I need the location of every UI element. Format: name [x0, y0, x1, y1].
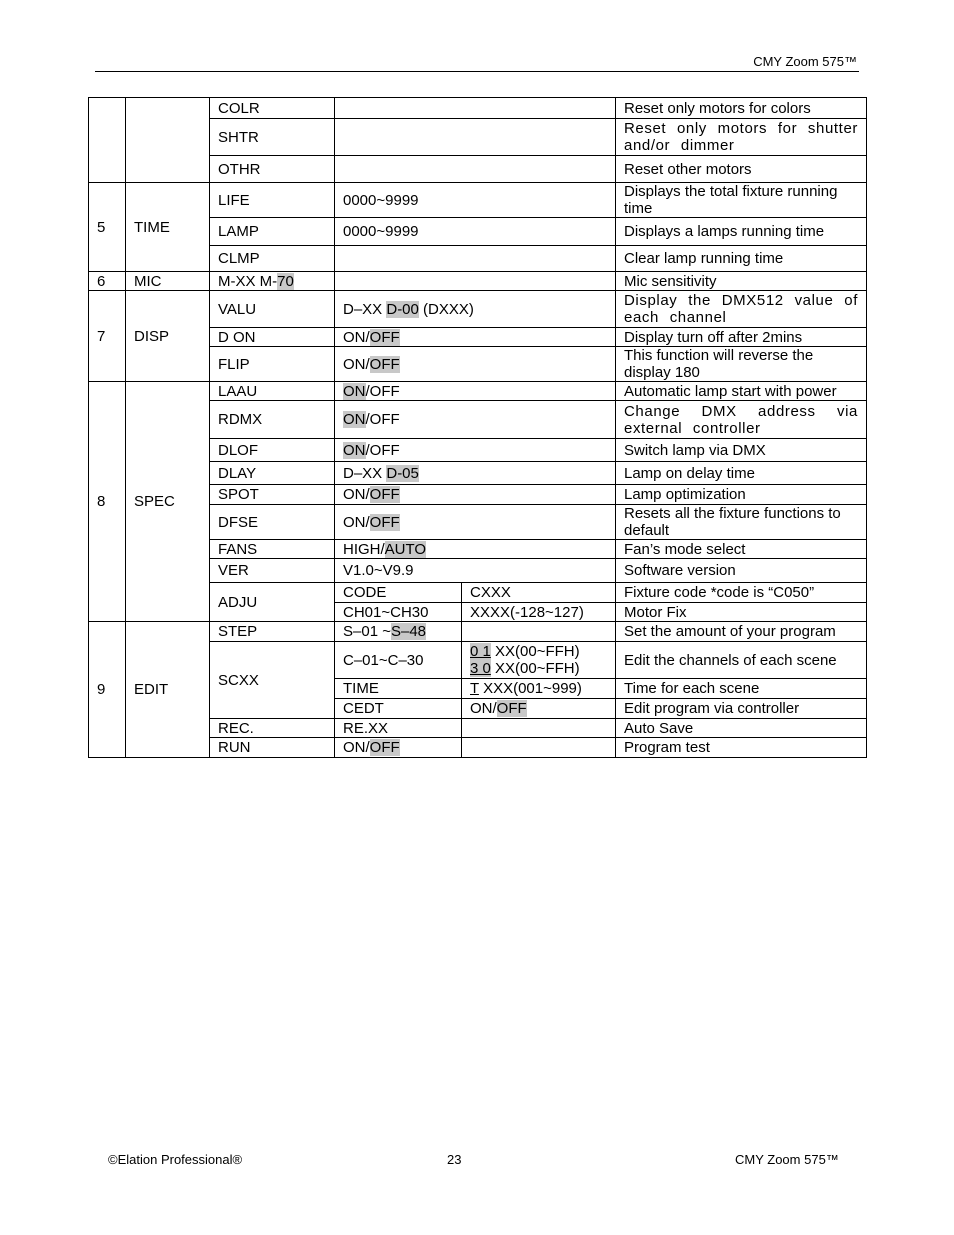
code-cell: OTHR	[210, 156, 335, 183]
subvalue-cell	[462, 622, 616, 642]
table-row	[89, 98, 867, 119]
code-cell: LAMP	[210, 218, 335, 246]
page-header-title: CMY Zoom 575™	[753, 54, 857, 69]
value-cell: HIGH/AUTO	[335, 540, 616, 559]
code-cell: SCXX	[210, 642, 335, 719]
desc-cell: Set the amount of your program	[616, 622, 867, 642]
desc-cell: Lamp on delay time	[616, 462, 867, 485]
table-row	[89, 382, 867, 401]
page-number: 23	[447, 1152, 462, 1167]
subvalue-cell: XXXX(-128~127)	[462, 603, 616, 622]
value-cell: ON/OFF	[335, 347, 616, 382]
subvalue-cell: 0 1 XX(00~FFH) 3 0 XX(00~FFH)	[462, 642, 616, 679]
value-cell	[335, 98, 616, 119]
desc-cell: Reset only motors for shutter and/or dimmer	[616, 119, 867, 156]
desc-cell: Resets all the fixture functions to default	[616, 505, 867, 540]
name-cell: TIME	[126, 183, 210, 272]
value-cell: ON/OFF	[335, 505, 616, 540]
value-cell: CH01~CH30	[335, 603, 462, 622]
desc-cell: Edit the channels of each scene	[616, 642, 867, 679]
code-cell: SPOT	[210, 485, 335, 505]
footer-copyright: ©Elation Professional®	[108, 1152, 243, 1167]
code-cell: RDMX	[210, 401, 335, 439]
num-cell	[89, 98, 126, 183]
value-cell: ON/OFF	[335, 382, 616, 401]
subvalue-cell	[462, 719, 616, 738]
table-row	[89, 622, 867, 642]
value-cell: RE.XX	[335, 719, 462, 738]
value-cell: TIME	[335, 679, 462, 699]
table-row	[89, 291, 867, 328]
code-cell: CLMP	[210, 246, 335, 272]
desc-cell: Time for each scene	[616, 679, 867, 699]
value-cell	[335, 246, 616, 272]
desc-cell: Program test	[616, 738, 867, 758]
desc-cell: Change DMX address via external controller	[616, 401, 867, 439]
desc-cell: Switch lamp via DMX	[616, 439, 867, 462]
desc-cell: Auto Save	[616, 719, 867, 738]
name-cell: SPEC	[126, 382, 210, 622]
num-cell: 8	[89, 382, 126, 622]
subvalue-cell: T XXX(001~999)	[462, 679, 616, 699]
footer-title: CMY Zoom 575™	[735, 1152, 839, 1167]
name-cell: EDIT	[126, 622, 210, 758]
value-cell	[335, 119, 616, 156]
value-cell: S–01 ~S–48	[335, 622, 462, 642]
subvalue-cell	[462, 738, 616, 758]
subvalue-cell: ON/OFF	[462, 699, 616, 719]
desc-cell: Automatic lamp start with power	[616, 382, 867, 401]
desc-cell: Clear lamp running time	[616, 246, 867, 272]
name-cell: MIC	[126, 272, 210, 291]
desc-cell: Display the DMX512 value of each channel	[616, 291, 867, 328]
code-cell: M-XX M-70	[210, 272, 335, 291]
value-cell: CODE	[335, 583, 462, 603]
num-cell: 5	[89, 183, 126, 272]
value-cell: ON/OFF	[335, 738, 462, 758]
value-cell: D–XX D-05	[335, 462, 616, 485]
desc-cell: Fixture code *code is “C050”	[616, 583, 867, 603]
code-cell: DFSE	[210, 505, 335, 540]
code-cell: VALU	[210, 291, 335, 328]
desc-cell: This function will reverse the display 180	[616, 347, 867, 382]
desc-cell: Edit program via controller	[616, 699, 867, 719]
desc-cell: Mic sensitivity	[616, 272, 867, 291]
value-cell: V1.0~V9.9	[335, 559, 616, 583]
code-cell: D ON	[210, 328, 335, 347]
desc-cell: Display turn off after 2mins	[616, 328, 867, 347]
subvalue-cell: CXXX	[462, 583, 616, 603]
table-row	[89, 183, 867, 218]
code-cell: SHTR	[210, 119, 335, 156]
code-cell: REC.	[210, 719, 335, 738]
value-cell: ON/OFF	[335, 485, 616, 505]
menu-table	[88, 97, 867, 758]
header-rule	[95, 71, 859, 72]
code-cell: FLIP	[210, 347, 335, 382]
desc-cell: Fan’s mode select	[616, 540, 867, 559]
value-cell: ON/OFF	[335, 439, 616, 462]
desc-cell: Motor Fix	[616, 603, 867, 622]
code-cell: RUN	[210, 738, 335, 758]
code-cell: ADJU	[210, 583, 335, 622]
desc-cell: Lamp optimization	[616, 485, 867, 505]
code-cell: COLR	[210, 98, 335, 119]
code-cell: LAAU	[210, 382, 335, 401]
desc-cell: Software version	[616, 559, 867, 583]
value-cell: 0000~9999	[335, 183, 616, 218]
value-cell	[335, 156, 616, 183]
code-cell: FANS	[210, 540, 335, 559]
num-cell: 9	[89, 622, 126, 758]
code-cell: DLAY	[210, 462, 335, 485]
num-cell: 6	[89, 272, 126, 291]
desc-cell: Displays a lamps running time	[616, 218, 867, 246]
code-cell: LIFE	[210, 183, 335, 218]
value-cell: ON/OFF	[335, 328, 616, 347]
value-cell: C–01~C–30	[335, 642, 462, 679]
value-cell: D–XX D-00 (DXXX)	[335, 291, 616, 328]
value-cell: 0000~9999	[335, 218, 616, 246]
value-cell: CEDT	[335, 699, 462, 719]
table-row	[89, 272, 867, 291]
name-cell: DISP	[126, 291, 210, 382]
value-cell	[335, 272, 616, 291]
num-cell: 7	[89, 291, 126, 382]
name-cell	[126, 98, 210, 183]
desc-cell: Displays the total fixture running time	[616, 183, 867, 218]
code-cell: DLOF	[210, 439, 335, 462]
desc-cell: Reset only motors for colors	[616, 98, 867, 119]
code-cell: STEP	[210, 622, 335, 642]
code-cell: VER	[210, 559, 335, 583]
desc-cell: Reset other motors	[616, 156, 867, 183]
value-cell: ON/OFF	[335, 401, 616, 439]
